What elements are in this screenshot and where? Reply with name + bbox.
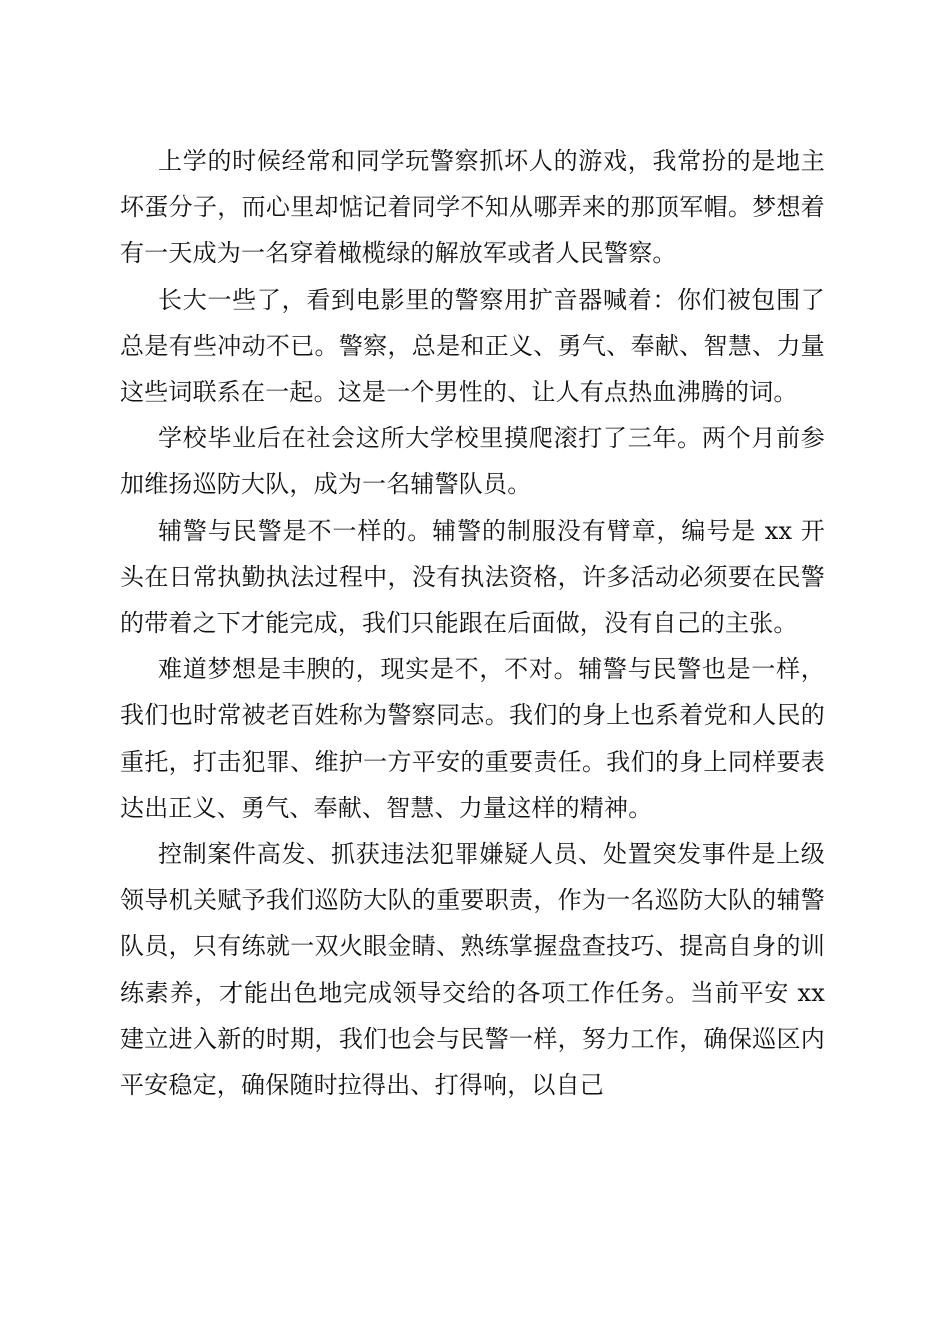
paragraph-6: 控制案件高发、抓获违法犯罪嫌疑人员、处置突发事件是上级领导机关赋予我们巡防大队的重要职责，作为一名巡防大队的辅警队员，只有练就一双火眼金睛、熟练掌握盘查技巧、提高自身的训练素养，才能出色地完成领导交给的各项工作任务。当前平安 xx 建立进入新的时期，我们也会与民警一样，努力工作，确保巡区内平安稳定，确保随时拉得出、打得响，以自己 [120,840,825,1100]
paragraph-2: 长大一些了，看到电影里的警察用扩音器喊着：你们被包围了总是有些冲动不已。警察，总是和正义、勇气、奉献、智慧、力量这些词联系在一起。这是一个男性的、让人有点热血沸腾的词。 [120,285,825,407]
paragraph-5: 难道梦想是丰腴的，现实是不，不对。辅警与民警也是一样，我们也时常被老百姓称为警察同志。我们的身上也系着党和人民的重托，打击犯罪、维护一方平安的重要责任。我们的身上同样要表达出正义、勇气、奉献、智慧、力量这样的精神。 [120,655,825,822]
document-body [120,138,825,1108]
paragraph-1: 上学的时候经常和同学玩警察抓坏人的游戏，我常扮的是地主坏蛋分子，而心里却惦记着同学不知从哪弄来的那顶军帽。梦想着有一天成为一名穿着橄榄绿的解放军或者人民警察。 [120,147,825,268]
paragraph-3: 学校毕业后在社会这所大学校里摸爬滚打了三年。两个月前参加维扬巡防大队，成为一名辅警队员。 [120,424,825,499]
paragraph-4: 辅警与民警是不一样的。辅警的制服没有臂章，编号是 xx 开头在日常执勤执法过程中，没有执法资格，许多活动必须要在民警的带着之下才能完成，我们只能跟在后面做，没有自己的主张。 [120,516,825,638]
